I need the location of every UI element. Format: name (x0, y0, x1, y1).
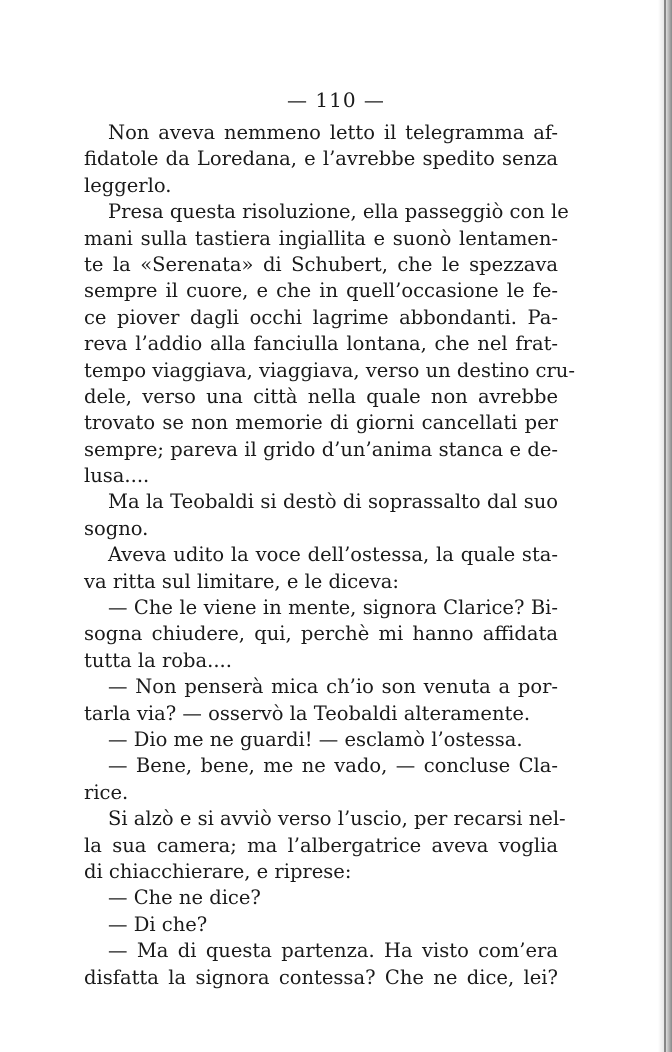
text-line: sogno. (84, 516, 149, 540)
text-line: disfatta la signora contessa? Che ne dice, lei? (84, 965, 558, 989)
text-line: mani sulla tastiera ingiallita e suonò lentamen- (84, 226, 558, 250)
body-text (84, 120, 575, 991)
text-line: lusa.... (84, 464, 150, 488)
text-line: sogna chiudere, qui, perchè mi hanno affidata (84, 622, 558, 646)
text-line: tutta la roba.... (84, 648, 232, 672)
text-line: — Dio me ne guardi! — esclamò l’ostessa. (108, 727, 523, 751)
page-number: — 110 — (287, 88, 385, 112)
text-line: te la «Serenata» di Schubert, che le spezzava (84, 252, 558, 276)
text-line: fidatole da Loredana, e l’avrebbe spedito senza (84, 147, 558, 171)
page-edge-line (664, 0, 666, 1052)
text-line: sempre il cuore, e che in quell’occasione le fe- (84, 279, 558, 303)
text-line: tempo viaggiava, viaggiava, verso un destino cru- (84, 358, 575, 382)
text-line: — Di che? (108, 912, 208, 936)
text-line: sempre; pareva il grido d’un’anima stanca e de- (84, 437, 558, 461)
text-line: di chiacchierare, e riprese: (84, 859, 352, 883)
text-line: — Bene, bene, me ne vado, — concluse Cla- (108, 754, 558, 778)
text-line: — Non penserà mica ch’io son venuta a por- (108, 675, 558, 699)
text-line: Si alzò e si avviò verso l’uscio, per recarsi nel- (108, 807, 566, 831)
text-line: rice. (84, 780, 129, 804)
text-line: — Che le viene in mente, signora Clarice? Bi- (108, 596, 558, 620)
text-line: ce piover dagli occhi lagrime abbondanti. Pa- (84, 305, 558, 329)
text-line: la sua camera; ma l’albergatrice aveva voglia (84, 833, 558, 857)
text-line: tarla via? — osservò la Teobaldi alteramente. (84, 701, 531, 725)
text-line: — Ma di questa partenza. Ha visto com’era (108, 939, 558, 963)
text-line: Non aveva nemmeno letto il telegramma af- (108, 121, 558, 144)
text-line: va ritta sul limitare, e le diceva: (84, 569, 399, 593)
text-line: Presa questa risoluzione, ella passeggiò con le (108, 200, 569, 224)
text-line: trovato se non memorie di giorni cancellati per (84, 411, 558, 435)
text-line: Ma la Teobaldi si destò di soprassalto dal suo (108, 490, 558, 514)
text-line: dele, verso una città nella quale non avrebbe (84, 384, 558, 408)
text-line: Aveva udito la voce dell’ostessa, la quale sta- (108, 543, 558, 567)
text-line: reva l’addio alla fanciulla lontana, che nel frat- (84, 332, 558, 356)
text-line: — Che ne dice? (108, 886, 261, 910)
text-line: leggerlo. (84, 173, 172, 197)
